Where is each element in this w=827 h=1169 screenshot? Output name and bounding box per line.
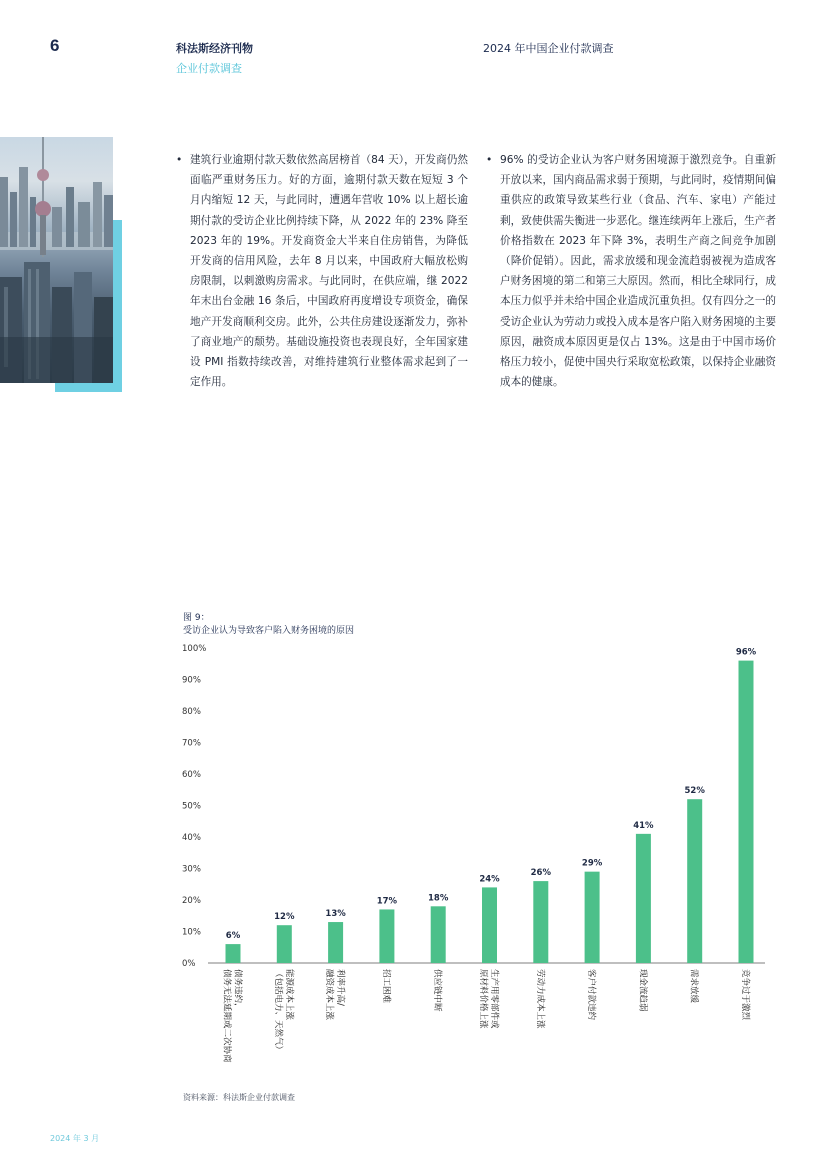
bar xyxy=(379,909,394,963)
y-tick-label: 60% xyxy=(182,770,201,780)
bar xyxy=(585,872,600,963)
category-label-line: 原材料价格上涨 xyxy=(478,969,488,1029)
bar xyxy=(482,887,497,963)
bar-value-label: 41% xyxy=(633,820,654,831)
bar-value-label: 13% xyxy=(325,909,346,920)
publication-subtitle: 企业付款调查 xyxy=(176,62,242,75)
bar xyxy=(739,661,754,963)
category-label-line: 供应链中断 xyxy=(432,969,443,1012)
y-tick-label: 50% xyxy=(182,801,201,812)
category-label xyxy=(478,969,500,1029)
category-label-line: 需求放缓 xyxy=(688,969,699,1004)
bar-value-label: 18% xyxy=(428,893,449,904)
source-note: 资料来源：科法斯企业付款调查 xyxy=(183,1093,295,1102)
bar-value-label: 17% xyxy=(376,896,398,907)
category-label-line: 招工困难 xyxy=(380,969,391,1004)
category-label xyxy=(381,969,392,1004)
bar xyxy=(533,881,548,963)
category-label-line: 债务违约， xyxy=(232,969,243,1012)
category-label xyxy=(324,969,346,1021)
page-number: 6 xyxy=(50,36,60,55)
y-tick-label: 90% xyxy=(182,675,201,686)
bar-value-label: 52% xyxy=(684,786,705,797)
left-text-column xyxy=(176,150,468,392)
bar-chart xyxy=(160,638,800,1083)
bar-value-label: 29% xyxy=(581,858,603,869)
category-label-line: 利率升高/ xyxy=(335,969,346,1006)
y-tick-label: 100% xyxy=(182,644,207,654)
bar xyxy=(328,922,343,963)
footer-date: 2024 年 3 月 xyxy=(50,1134,100,1143)
category-label-line: 融资成本上涨 xyxy=(324,969,335,1021)
y-tick-label: 70% xyxy=(182,738,201,749)
bar-value-label: 6% xyxy=(225,931,241,942)
figure-label: 图 9： xyxy=(183,613,210,623)
left-bullet-text: 建筑行业逾期付款天数依然高居榜首（84 天），开发商仍然面临严重财务压力。好的方面，逾期付款天数在短短 3 个月内缩短 12 天，与此同时，遭遇年营收 10% 以上超长逾期付款的受访企业比例持续下降，从 2022 年的 23% 降至 2023 年的 19%。开发商资金大半来自住房销售，为降低开发商的信用风险，去年 8 月以来，中国政府大幅放松购房限制，以刺激购房需求。与此同时，在供应端，继 2022 年末出台金融 16 条后，中国政府再度增设专项资金，确保地产开发商顺利交房。此外，公共住房建设逐渐发力，弥补了商业地产的颓势。基础设施投资也表现良好，全年国家建设 PMI 指数持续改善，对维持建筑行业整体需求起到了一定作用。 xyxy=(190,154,468,389)
bar xyxy=(277,925,292,963)
y-tick-label: 30% xyxy=(182,864,201,875)
bar xyxy=(431,906,446,963)
category-label xyxy=(535,969,546,1029)
city-skyline-photo xyxy=(0,137,113,383)
category-label-line: 劳动力成本上涨 xyxy=(534,969,545,1029)
bar xyxy=(226,944,241,963)
bullet-glyph: • xyxy=(176,154,183,166)
category-label-line: 现金流趋弱 xyxy=(637,969,648,1012)
category-label xyxy=(689,969,700,1004)
bar xyxy=(636,834,651,963)
category-label xyxy=(273,969,295,1054)
report-title: 2024 年中国企业付款调查 xyxy=(483,42,614,55)
bar-value-label: 24% xyxy=(479,874,500,885)
y-tick-label: 0% xyxy=(182,959,196,969)
category-label xyxy=(432,969,443,1012)
category-label-line: 竞争过于激烈 xyxy=(740,969,750,1021)
bar-value-label: 12% xyxy=(274,912,295,923)
figure-title: 受访企业认为导致客户陷入财务困境的原因 xyxy=(183,626,355,636)
category-label-line: （包括电力、天然气） xyxy=(272,969,283,1055)
bullet-glyph: • xyxy=(486,154,493,166)
right-text-column xyxy=(486,150,776,392)
category-label xyxy=(740,969,751,1021)
y-tick-label: 20% xyxy=(182,896,201,906)
left-bullet-paragraph xyxy=(176,150,468,392)
y-tick-label: 80% xyxy=(182,707,201,717)
category-label-line: 生产用零部件或 xyxy=(489,969,499,1029)
category-label xyxy=(586,969,597,1021)
y-tick-label: 40% xyxy=(182,833,201,843)
right-bullet-paragraph xyxy=(486,150,776,392)
right-bullet-text: 96% 的受访企业认为客户财务困境源于激烈竞争。自重新开放以来，国内商品需求弱于预期，与此同时，疫情期间偏重供应的政策导致某些行业（食品、汽车、家电）产能过剩，致使供需失衡进一步恶化。继连续两年上涨后，生产者价格指数在 2023 年下降 3%，表明生产商之间竞争加剧（降价促销）。因此，需求放缓和现金流趋弱被视为造成客户财务困境的第二和第三大原因。然而，相比全球同行，成本压力似乎并未给中国企业造成沉重负担。仅有四分之一的受访企业认为劳动力或投入成本是客户陷入财务困境的主要原因，融资成本原因更是仅占 13%。这是由于中国市场价格压力较小，促使中国央行采取宽松政策，以保持企业融资成本的健康。 xyxy=(500,154,776,389)
category-label-line: 债务无法延期或二次协商 xyxy=(221,969,232,1063)
y-tick-label: 10% xyxy=(182,927,201,938)
bar-value-label: 26% xyxy=(530,868,551,879)
category-label-line: 客户付款违约 xyxy=(586,969,597,1021)
bar-value-label: 96% xyxy=(735,647,757,658)
bar xyxy=(687,799,702,963)
category-label xyxy=(222,969,244,1063)
category-label xyxy=(637,969,648,1012)
category-label-line: 能源成本上涨 xyxy=(283,969,294,1021)
publication-name: 科法斯经济刊物 xyxy=(176,42,253,55)
